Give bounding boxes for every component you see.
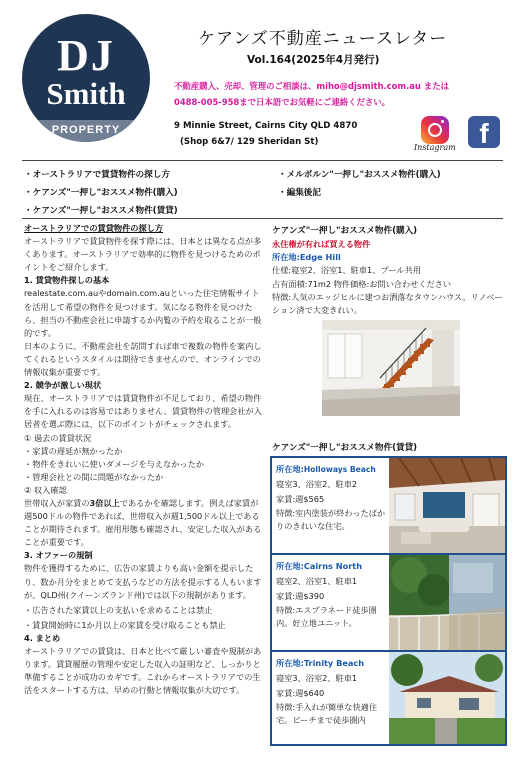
toc-item-editors-note[interactable]: ・編集後記 [278,188,321,198]
instagram-label: Instagram [414,143,456,152]
check-2-heading: ② 収入確認 [24,484,67,495]
toc-item-melbourne-purchase[interactable]: ・メルボルン"一押し"おススメ物件(購入) [278,170,441,180]
rental-listings [270,456,507,746]
rental-listing-cairns-north[interactable] [272,555,505,652]
newsletter-title: ケアンズ不動産ニュースレター [198,29,448,49]
purchase-spec: 仕様:寝室2、浴室1、駐車1、プール共用 [272,265,421,276]
income-paragraph [24,497,262,549]
header-divider [22,160,503,161]
purchase-location: 所在地:Edge Hill [272,252,341,263]
listing-location [276,656,386,671]
section-2-body: 現在、オーストラリアでは賃貸物件が不足しており、希望の物件を手に入れるのは容易ではありません。賃貸物件の管理会社が入居者を選ぶ際には、以下のポイントがチェックされます。 [24,393,262,430]
section-heading-3: 3. オファーの規制 [24,550,93,561]
rental-listing-holloways[interactable] [272,458,505,555]
logo-text-dj: DJ [57,31,115,80]
purchase-heading: ケアンズ"一押し"おススメ物件(購入) [272,226,418,236]
contact-line-1: 不動産購入、売却、管理のご相談は、miho@djsmith.com.au または [174,81,449,91]
income-text-bold: 3倍以上 [89,497,120,508]
listing-feature: 特徴:手入れが簡単な快適住宅。ビーチまで徒歩圏内 [276,702,378,725]
section-heading-4: 4. まとめ [24,632,61,643]
cairns-north-balcony-photo [389,555,505,650]
toc-item-cairns-rental[interactable]: ・ケアンズ"一押し"おススメ物件(賃貸) [24,206,178,216]
income-text-a: 世帯収入が家賃の [24,497,90,508]
listing-spec: 寝室3、浴室2、駐車1 [276,673,358,683]
rule-item-2: ・賃貸開始時に1か月以上の家賃を受け取ることも禁止 [24,619,226,630]
listing-rent: 家賃:週$640 [276,688,325,698]
listing-location [276,559,386,574]
purchase-tagline: 永住権が有れば買える物件 [272,239,371,249]
section-3-body: 物件を獲得するために、広告の家賃よりも高い金額を提示したり、数か月分をまとめて支払うなどの方法を提示する人もいますが、QLD州(クイーンズランド州)では以下の規制があります。 [24,563,262,600]
rental-guide-article [24,222,262,697]
listing-rent: 家賃:週$565 [276,494,325,504]
listing-text [276,462,386,532]
office-address [174,118,357,150]
purchase-listing [272,238,504,317]
check-1-item-a: ・家賃の遅延が無かったか [24,445,123,456]
purchase-feature: 特徴:人気のエッジヒルに建つお洒落なタウンハウス。リノベーション済で大変きれい。 [272,291,503,316]
rule-item-1: ・広告された家賃以上の支払いを求めることは禁止 [24,604,213,615]
location-name: Cairns North [303,561,363,571]
logo-text-property: PROPERTY [22,120,150,142]
income-text-b: であるかを確認します。例えば家賃が週500ドルの物件であれば、世帯収入が週1,500ドル以上であることが期待されます。雇用形態も確認され、安定した収入があることが重要です。 [24,497,262,548]
article-intro: オーストラリアで賃貸物件を探す際には、日本とは異なる点が多くあります。オーストラリアで効率的に物件を見つけるためのポイントをご紹介します。 [24,236,262,273]
section-heading-2: 2. 競争が激しい現状 [24,380,102,391]
summary-body: オーストラリアでの賃貸は、日本と比べて厳しい審査や規制があります。賃貸履歴の管理や安定した収入の証明など、しっかりと準備することが成功のカギです。これからオーストラリアでの生活をスタートする方は、早めの行動と情報収集が大切です。 [24,646,262,696]
check-1-item-c: ・管理会社との間に問題がなかったか [24,471,164,482]
section-1-body-2: 日本のように、不動産会社を訪問すれば車で複数の物件を案内してくれるというスタイルは期待できませんので、オンラインでの情報収集が重要です。 [24,340,262,378]
holloways-living-room-photo [389,458,505,553]
rental-listing-trinity-beach[interactable] [272,652,505,744]
location-label: 所在地: [276,658,304,668]
location-name: Trinity Beach [303,658,365,668]
listing-text [276,559,386,629]
listing-spec: 寝室3、浴室2、駐車2 [276,479,358,489]
toc-item-rental-guide[interactable]: ・オーストラリアで賃貸物件の探し方 [24,170,170,180]
listing-feature: 特徴:室内塗装が終わったばかりのきれいな住宅。 [276,508,386,531]
instagram-icon[interactable] [421,116,449,144]
toc-divider [22,218,503,219]
listing-location [276,462,386,477]
section-1-body: realestate.com.auやdomain.com.auといった住宅情報サイトを活用して希望の物件を見つけます。気になる物件を見つけたら、担当の不動産会社に申請するか内覧の予約を取ることが一般的です。 [24,288,262,338]
trinity-beach-house-photo [389,652,505,744]
toc-item-cairns-purchase[interactable]: ・ケアンズ"一押し"おススメ物件(購入) [24,188,178,198]
listing-spec: 寝室2、浴室1、駐車1 [276,576,358,586]
edge-hill-interior-photo [322,320,460,416]
dj-smith-logo [22,14,150,142]
purchase-price: 占有面積:71m2 物件価格:お問い合わせください [272,278,452,289]
contact-info [174,78,474,110]
contact-line-2: 0488-005-958まで日本語でお気軽にご連絡ください。 [174,97,390,107]
check-1-item-b: ・物件をきれいに使いダメージを与えなかったか [24,458,204,469]
listing-rent: 家賃:週$390 [276,591,325,601]
rental-heading: ケアンズ"一押し"おススメ物件(賃貸) [272,443,418,453]
location-label: 所在地: [276,464,304,474]
address-line-2: (Shop 6&7/ 129 Sheridan St) [180,137,319,147]
article-title: オーストラリアでの賃貸物件の探し方 [24,223,164,233]
section-heading-1: 1. 賃貸物件探しの基本 [24,275,110,286]
location-name: Holloways Beach [303,465,376,474]
logo-text-smith: Smith [46,76,126,111]
listing-feature: 特徴:エスプラネード徒歩圏内。好立地ユニット。 [276,605,377,628]
location-label: 所在地: [276,561,304,571]
facebook-icon[interactable]: f [468,116,500,148]
listing-text [276,656,386,726]
address-line-1: 9 Minnie Street, Cairns City QLD 4870 [174,121,358,131]
newsletter-volume: Vol.164(2025年4月発行) [247,54,380,66]
check-1-heading: ① 過去の賃貸状況 [24,432,92,443]
